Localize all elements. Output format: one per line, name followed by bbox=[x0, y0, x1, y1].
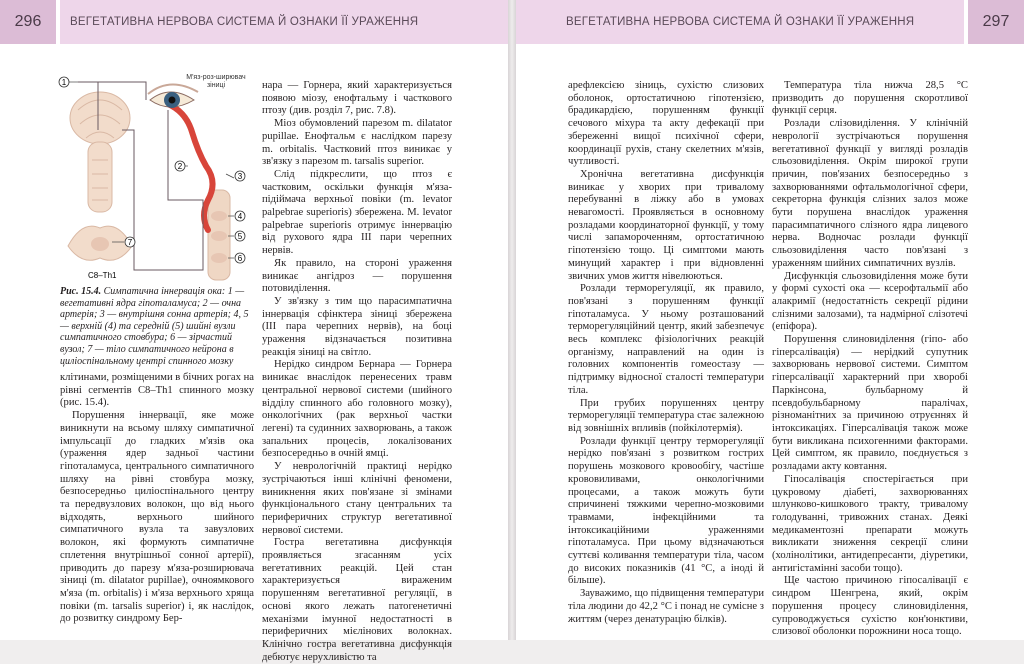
left-page bbox=[0, 0, 508, 663]
paragraph: Як правило, на стороні ураження виникає ангідроз — порушення потовиділення. bbox=[262, 257, 452, 295]
paragraph: арефлексією зіниць, сухістю слизових оболонок, ортостатичною гіпотензією, брадикардією, порушенням функції сечового міхура та акту дефекації при збереженні вищої психічної сфери, координації рухів, стану скелетних м'язів, чутливості. bbox=[568, 80, 764, 168]
paragraph: Порушення іннервації, яке може виникнути на всьому шляху симпатичної імпульсації до гладких м'язів ока (ураження ядер задньої частини гіпоталамуса, центрального симпатичного шляху на рівні стовбура мозку, безпосередньо циліоспінального центру та передвузлових волокон, що від нього відходять, верхнього шийного симпатичного вузла та завузлових волокон, які формують симпатичне сплетення внутрішньої сонної артерії), приводить до парезу м'яза-розширювача зіниці (m. dilatator pupillae), очноямкового м'яза (m. orbitalis) і м'яза верхнього хряща повіки (m. tarsalis superior) і, як наслідок, до розвитку синдрому Бер- bbox=[60, 410, 254, 625]
paragraph: Хронічна вегетативна дисфункція виникає у хворих при тривалому перебуванні в ліжку або в умовах невагомості. Проявляється в основному розладами координаторної функції, у тому числі запамороченням, ортостатичною гіпотензією тощо. Ці симптоми мають минущий характер і при відновленні звичних умов життя нівелюються. bbox=[568, 168, 764, 282]
right-column-2 bbox=[772, 80, 968, 639]
marker-1: 1 bbox=[61, 78, 67, 87]
vertebra-illustration bbox=[68, 226, 132, 260]
muscle-label-box bbox=[186, 74, 246, 104]
left-column-2 bbox=[262, 80, 452, 664]
paragraph: Нерідко синдром Бернара — Горнера виникає внаслідок перенесених травм центральної нервової системи (шийного відділу спинного або головного мозку), онкологічних (рак верхньої частки легені) та судинних захворювань, а також запальних процесів, локалізованих безпосередньо в очній ямці. bbox=[262, 359, 452, 460]
header-title: ВЕГЕТАТИВНА НЕРВОВА СИСТЕМА Й ОЗНАКИ ЇЇ УРАЖЕННЯ bbox=[70, 16, 419, 28]
right-page bbox=[516, 0, 1024, 640]
header-title: ВЕГЕТАТИВНА НЕРВОВА СИСТЕМА Й ОЗНАКИ ЇЇ УРАЖЕННЯ bbox=[566, 16, 915, 28]
paragraph: При грубих порушеннях центру терморегуляції температура стає залежною від зовнішніх впливів (пойкілотермія). bbox=[568, 397, 764, 434]
paragraph: Розлади слізовиділення. У клінічній неврології зустрічаються порушення вегетативної функції у вигляді розладів сльозовиділення. Окрім широкої групи причин, пов'язаних безпосередньо з захворюваннями офтальмологічної сфери, секреторна функція слізних залоз може бути порушена внаслідок ураження парасимпатичного слізного ядра лицевого нерва. Водночас розлади функції сльозовиділення часто пов'язані з ураженням шийних симпатичних вузлів. bbox=[772, 118, 968, 269]
paragraph: Слід підкреслити, що птоз є частковим, оскільки функція м'яза-підіймача верхньої повіки (m. levator palpebrae superioris) збережена. M. levator palpebrae superioris отримує іннервацію від рухового ядра III пари черепних нервів. bbox=[262, 168, 452, 257]
paragraph: Дисфункція сльозовиділення може бути у формі сухості ока — ксерофтальмії або алакримії (недостатність секреції рідини слізними залозами), та надмірної слізотечі (епіфора). bbox=[772, 270, 968, 333]
caption-text: Симпатична іннервація ока: 1 — вегетативні ядра гіпоталамуса; 2 — очна артерія; 3 — внутрішня сонна артерія; 4, 5 — верхній (4) та середній (5) шийні вузли симпатичного стовбура; 6 — зірчастий вузол; 7 — тіло симпатичного нейрона в циліоспінальному центрі спинного мозку bbox=[60, 286, 249, 367]
paragraph: Розлади терморегуляції, як правило, пов'язані з порушенням функції гіпоталамуса. У ньому розташований терморегуляційний центр, який забезпечує весь комплекс фізіологічних реакцій організму, направлений на один із головних компонентів гомеостазу — підтримку відносної сталості температури тіла. bbox=[568, 283, 764, 396]
figure-caption bbox=[60, 286, 254, 367]
paragraph: Гіпосалівація спостерігається при цукровому діабеті, захворюваннях шлунково-кишкового тракту, тривалому голодуванні, тривожних станах. Деякі медикаментозні препарати можуть викликати зниження секреції слини (холінолітики, антидепресанти, діуретики, антигістамінні засоби тощо). bbox=[772, 473, 968, 574]
marker-2: 2 bbox=[177, 162, 183, 171]
book-gutter bbox=[508, 0, 516, 640]
figure-sympathetic-innervation bbox=[58, 70, 258, 290]
sympathetic-chain bbox=[208, 190, 230, 280]
brain-illustration bbox=[70, 92, 130, 212]
page-number: 297 bbox=[968, 0, 1024, 44]
paragraph: клітинами, розміщеними в бічних рогах на рівні сегментів C8–Th1 спинного мозку (рис. 15.4). bbox=[60, 372, 254, 409]
paragraph: У неврологічній практиці нерідко зустрічаються інші клінічні феномени, виникнення яких пов'язане зі змінами функціонального стану центральних та периферичних структур вегетативної нервової системи. bbox=[262, 461, 452, 536]
paragraph: Гостра вегетативна дисфункція проявляється згасанням усіх вегетативних реакцій. Цей стан характеризується вираженим порушенням вегетативної регуляції, в основі якого лежать патогенетичні механізми імунної недостатності в периферичних мієлінових волокнах. Клінічно гостра вегетативна дисфункція дебютує нерухливістю та bbox=[262, 537, 452, 663]
running-header bbox=[60, 0, 508, 44]
carotid-artery bbox=[168, 104, 213, 230]
muscle-label: М'яз-роз-ширювач зіниці bbox=[186, 74, 246, 89]
paragraph: Ще частою причиною гіпосалівації є синдром Шенгрена, який, окрім порушення процесу слиновиділення, супроводжується сухістю кон'юнктиви, слизової оболонки порожнини носа тощо. bbox=[772, 575, 968, 638]
right-column-1 bbox=[568, 80, 764, 626]
page-number: 296 bbox=[0, 0, 56, 44]
paragraph: Температура тіла нижча 28,5 °C призводить до порушення скоротливої функції серця. bbox=[772, 80, 968, 117]
marker-5: 5 bbox=[237, 232, 243, 241]
paragraph: Зауважимо, що підвищення температури тіла людини до 42,2 °C і понад не сумісне з життям (через денатурацію білків). bbox=[568, 588, 764, 625]
marker-6: 6 bbox=[237, 254, 243, 263]
running-header bbox=[516, 0, 964, 44]
left-column-1 bbox=[60, 372, 254, 626]
paragraph: Порушення слиновиділення (гіпо- або гіперсалівація) — нерідкий супутник захворювань нервової системи. Симптом гіперсалівації характерний при хворобі Паркінсона, бульбарному й псевдобульбарному паралічах, різноманітних за причиною отруєннях й інтоксикаціях. Гіперсалівація також може бути викликана психогенними факторами. Цей симптом, як правило, поєднується з розладами акту ковтання. bbox=[772, 334, 968, 473]
paragraph: нара — Горнера, який характеризується появою міозу, енофтальму і часткового птозу (див. розділ 7, рис. 7.8). bbox=[262, 80, 452, 117]
paragraph: Міоз обумовлений парезом m. dilatator pupillae. Енофтальм є наслідком парезу m. orbitalis. Частковий птоз виникає у зв'язку з парезом m. tarsalis superior. bbox=[262, 118, 452, 168]
marker-3: 3 bbox=[237, 172, 243, 181]
marker-7: 7 bbox=[127, 238, 133, 247]
marker-4: 4 bbox=[237, 212, 243, 221]
spine-segment-label: C8–Th1 bbox=[88, 271, 117, 280]
caption-title: Рис. 15.4. bbox=[60, 286, 102, 297]
paragraph: У зв'язку з тим що парасимпатична іннервація сфінктера зіниці збережена (III пара черепних нервів), на боці ураження відзначається позитивна реакція зіниці на світло. bbox=[262, 295, 452, 358]
paragraph: Розлади функції центру терморегуляції нерідко пов'язані з розвитком гострих порушень мозкового кровообігу, частіше крововиливами, онкологічними процесами, а також можуть бути спричинені тяжкими черепно-мозковими травмами, інфекційними та інтоксикаційними ураженнями гіпоталамуса. При цьому відзначаються суттєві коливання температури тіла, часом до високих показників (41 °C, а іноді й більше). bbox=[568, 435, 764, 587]
